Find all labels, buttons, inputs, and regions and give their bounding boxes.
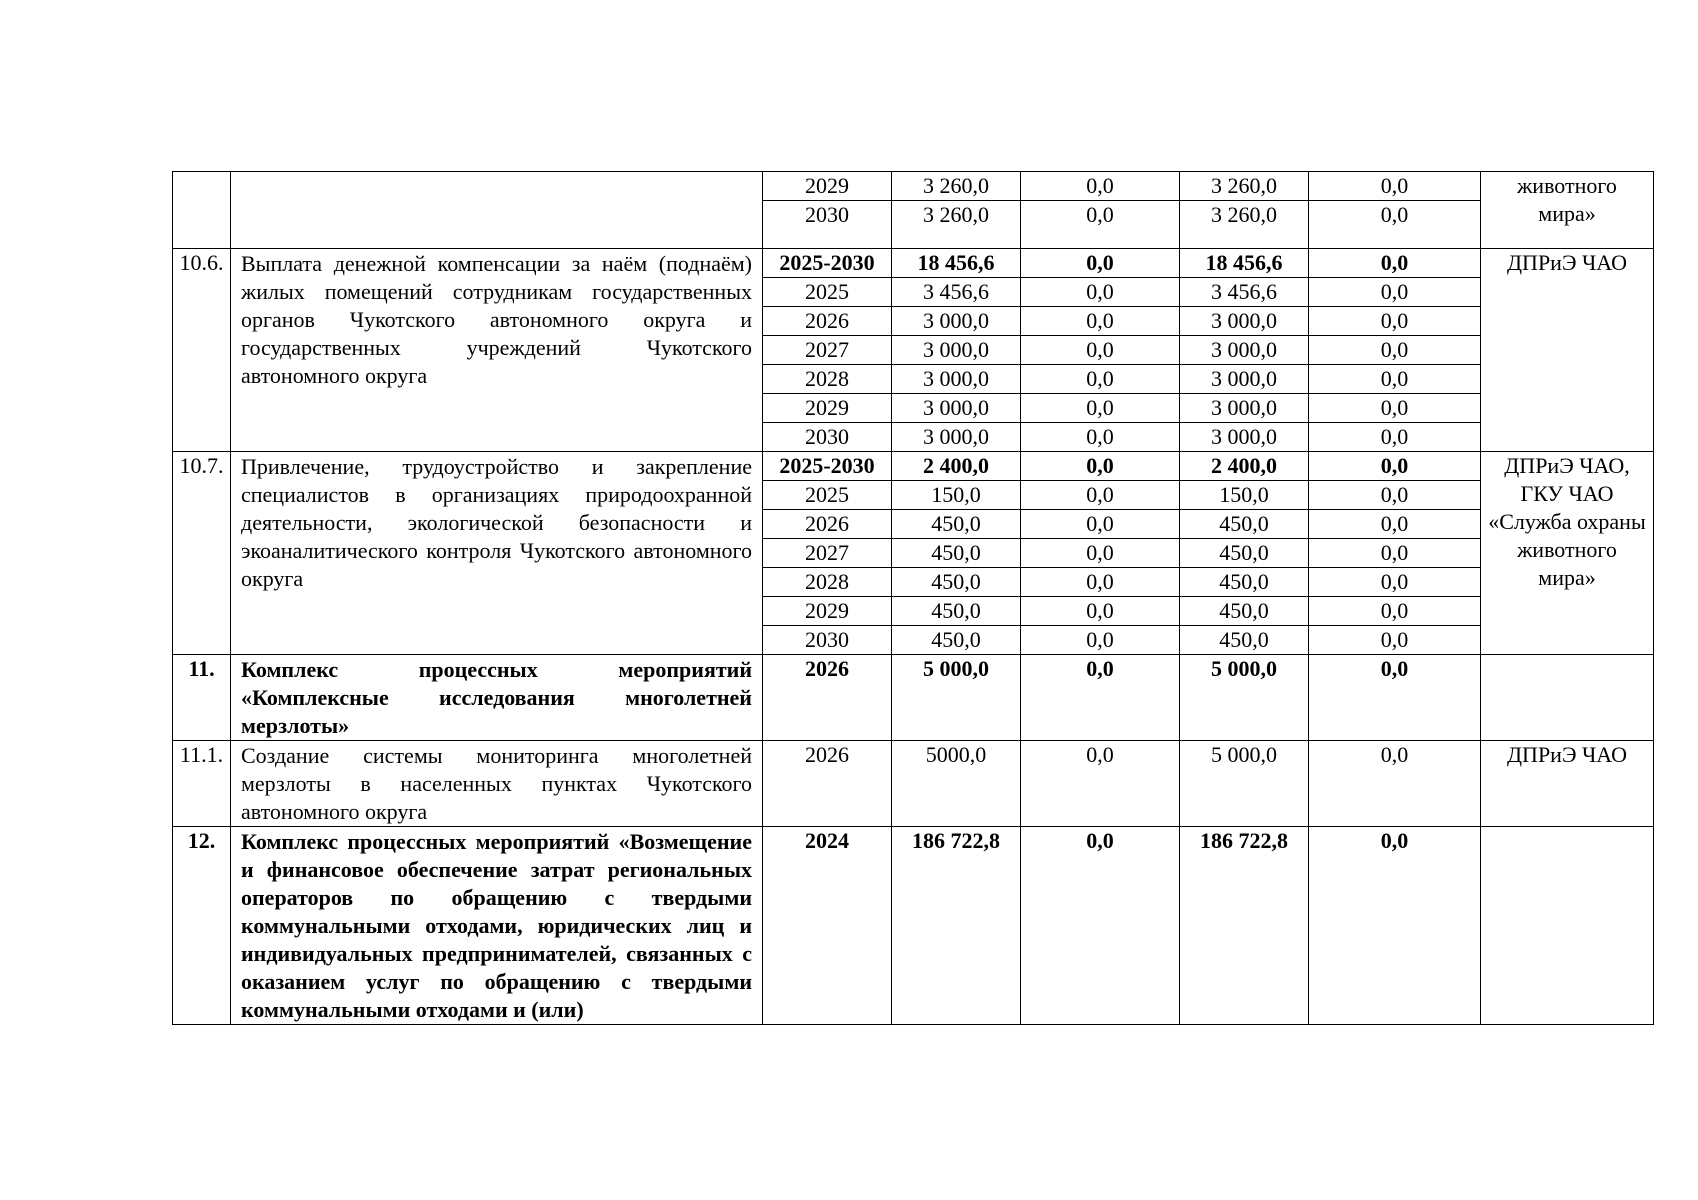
responsible-cell: животного мира»: [1481, 172, 1654, 249]
regional-cell: 3 000,0: [1180, 394, 1309, 423]
regional-cell: 150,0: [1180, 481, 1309, 510]
year-cell: 2030: [763, 423, 892, 452]
item-name: Комплекс процессных мероприятий «Комплексные исследования многолетней мерзлоты»: [231, 655, 763, 741]
federal-cell: 0,0: [1021, 336, 1180, 365]
total-cell: 18 456,6: [892, 249, 1021, 278]
item-number: [173, 172, 231, 249]
year-cell: 2026: [763, 510, 892, 539]
other-cell: 0,0: [1309, 741, 1481, 827]
total-cell: 150,0: [892, 481, 1021, 510]
other-cell: 0,0: [1309, 481, 1481, 510]
regional-cell: 450,0: [1180, 597, 1309, 626]
budget-table: [172, 171, 1654, 1025]
regional-cell: 3 260,0: [1180, 201, 1309, 249]
other-cell: 0,0: [1309, 249, 1481, 278]
other-cell: 0,0: [1309, 510, 1481, 539]
total-cell: 450,0: [892, 597, 1021, 626]
federal-cell: 0,0: [1021, 278, 1180, 307]
total-cell: 3 000,0: [892, 365, 1021, 394]
item-name: Создание системы мониторинга многолетней мерзлоты в населенных пунктах Чукотского автономного округа: [231, 741, 763, 827]
other-cell: 0,0: [1309, 423, 1481, 452]
regional-cell: 450,0: [1180, 568, 1309, 597]
other-cell: 0,0: [1309, 365, 1481, 394]
regional-cell: 3 456,6: [1180, 278, 1309, 307]
federal-cell: 0,0: [1021, 201, 1180, 249]
federal-cell: 0,0: [1021, 423, 1180, 452]
federal-cell: 0,0: [1021, 481, 1180, 510]
year-cell: 2028: [763, 568, 892, 597]
other-cell: 0,0: [1309, 452, 1481, 481]
federal-cell: 0,0: [1021, 172, 1180, 201]
year-cell: 2027: [763, 539, 892, 568]
responsible-cell: ДПРиЭ ЧАО, ГКУ ЧАО «Служба охраны животного мира»: [1481, 452, 1654, 655]
item-number: 12.: [173, 827, 231, 1025]
total-cell: 3 456,6: [892, 278, 1021, 307]
other-cell: 0,0: [1309, 201, 1481, 249]
year-cell: 2029: [763, 172, 892, 201]
other-cell: 0,0: [1309, 655, 1481, 741]
other-cell: 0,0: [1309, 827, 1481, 1025]
regional-cell: 3 000,0: [1180, 336, 1309, 365]
total-cell: 450,0: [892, 539, 1021, 568]
regional-cell: 18 456,6: [1180, 249, 1309, 278]
table-row: [173, 827, 1654, 1025]
item-name: Привлечение, трудоустройство и закрепление специалистов в организациях природоохранной деятельности, экологической безопасности и экоаналитического контроля Чукотского автономного округа: [231, 452, 763, 655]
other-cell: 0,0: [1309, 539, 1481, 568]
year-cell: 2029: [763, 394, 892, 423]
total-cell: 3 000,0: [892, 336, 1021, 365]
total-cell: 450,0: [892, 626, 1021, 655]
regional-cell: 5 000,0: [1180, 655, 1309, 741]
federal-cell: 0,0: [1021, 365, 1180, 394]
federal-cell: 0,0: [1021, 741, 1180, 827]
other-cell: 0,0: [1309, 394, 1481, 423]
regional-cell: 3 000,0: [1180, 307, 1309, 336]
responsible-cell: [1481, 655, 1654, 741]
regional-cell: 3 000,0: [1180, 365, 1309, 394]
other-cell: 0,0: [1309, 307, 1481, 336]
regional-cell: 3 260,0: [1180, 172, 1309, 201]
item-number: 10.6.: [173, 249, 231, 452]
federal-cell: 0,0: [1021, 827, 1180, 1025]
other-cell: 0,0: [1309, 626, 1481, 655]
federal-cell: 0,0: [1021, 626, 1180, 655]
item-number: 11.1.: [173, 741, 231, 827]
year-cell: 2025: [763, 278, 892, 307]
regional-cell: 2 400,0: [1180, 452, 1309, 481]
total-cell: 3 260,0: [892, 201, 1021, 249]
federal-cell: 0,0: [1021, 394, 1180, 423]
responsible-cell: [1481, 827, 1654, 1025]
year-cell: 2027: [763, 336, 892, 365]
total-cell: 3 000,0: [892, 423, 1021, 452]
regional-cell: 450,0: [1180, 626, 1309, 655]
other-cell: 0,0: [1309, 568, 1481, 597]
other-cell: 0,0: [1309, 336, 1481, 365]
item-number: 10.7.: [173, 452, 231, 655]
federal-cell: 0,0: [1021, 510, 1180, 539]
total-cell: 186 722,8: [892, 827, 1021, 1025]
item-name: [231, 172, 763, 249]
total-cell: 3 000,0: [892, 394, 1021, 423]
other-cell: 0,0: [1309, 597, 1481, 626]
year-cell: 2026: [763, 655, 892, 741]
item-name: Выплата денежной компенсации за наём (поднаём) жилых помещений сотрудникам государственных органов Чукотского автономного округа и государственных учреждений Чукотского автономного округа: [231, 249, 763, 452]
year-cell: 2026: [763, 741, 892, 827]
total-cell: 3 260,0: [892, 172, 1021, 201]
year-cell: 2030: [763, 626, 892, 655]
regional-cell: 186 722,8: [1180, 827, 1309, 1025]
responsible-cell: ДПРиЭ ЧАО: [1481, 249, 1654, 452]
year-cell: 2024: [763, 827, 892, 1025]
total-cell: 5 000,0: [892, 655, 1021, 741]
federal-cell: 0,0: [1021, 249, 1180, 278]
other-cell: 0,0: [1309, 172, 1481, 201]
year-cell: 2029: [763, 597, 892, 626]
total-cell: 450,0: [892, 568, 1021, 597]
other-cell: 0,0: [1309, 278, 1481, 307]
year-cell: 2025-2030: [763, 452, 892, 481]
table-row: [173, 172, 1654, 201]
regional-cell: 450,0: [1180, 539, 1309, 568]
federal-cell: 0,0: [1021, 307, 1180, 336]
table-row: [173, 452, 1654, 481]
year-cell: 2025-2030: [763, 249, 892, 278]
regional-cell: 5 000,0: [1180, 741, 1309, 827]
total-cell: 450,0: [892, 510, 1021, 539]
year-cell: 2030: [763, 201, 892, 249]
total-cell: 3 000,0: [892, 307, 1021, 336]
regional-cell: 450,0: [1180, 510, 1309, 539]
responsible-cell: ДПРиЭ ЧАО: [1481, 741, 1654, 827]
table-row: [173, 249, 1654, 278]
total-cell: 2 400,0: [892, 452, 1021, 481]
table-body: [173, 172, 1654, 1025]
year-cell: 2028: [763, 365, 892, 394]
item-number: 11.: [173, 655, 231, 741]
federal-cell: 0,0: [1021, 452, 1180, 481]
regional-cell: 3 000,0: [1180, 423, 1309, 452]
year-cell: 2026: [763, 307, 892, 336]
year-cell: 2025: [763, 481, 892, 510]
federal-cell: 0,0: [1021, 597, 1180, 626]
federal-cell: 0,0: [1021, 655, 1180, 741]
table-row: [173, 741, 1654, 827]
table-row: [173, 655, 1654, 741]
total-cell: 5000,0: [892, 741, 1021, 827]
federal-cell: 0,0: [1021, 539, 1180, 568]
federal-cell: 0,0: [1021, 568, 1180, 597]
item-name: Комплекс процессных мероприятий «Возмещение и финансовое обеспечение затрат региональных операторов по обращению с твердыми коммунальными отходами, юридических лиц и индивидуальных предпринимателей, связанных с оказанием услуг по обращению с твердыми коммунальными отходами и (или): [231, 827, 763, 1025]
